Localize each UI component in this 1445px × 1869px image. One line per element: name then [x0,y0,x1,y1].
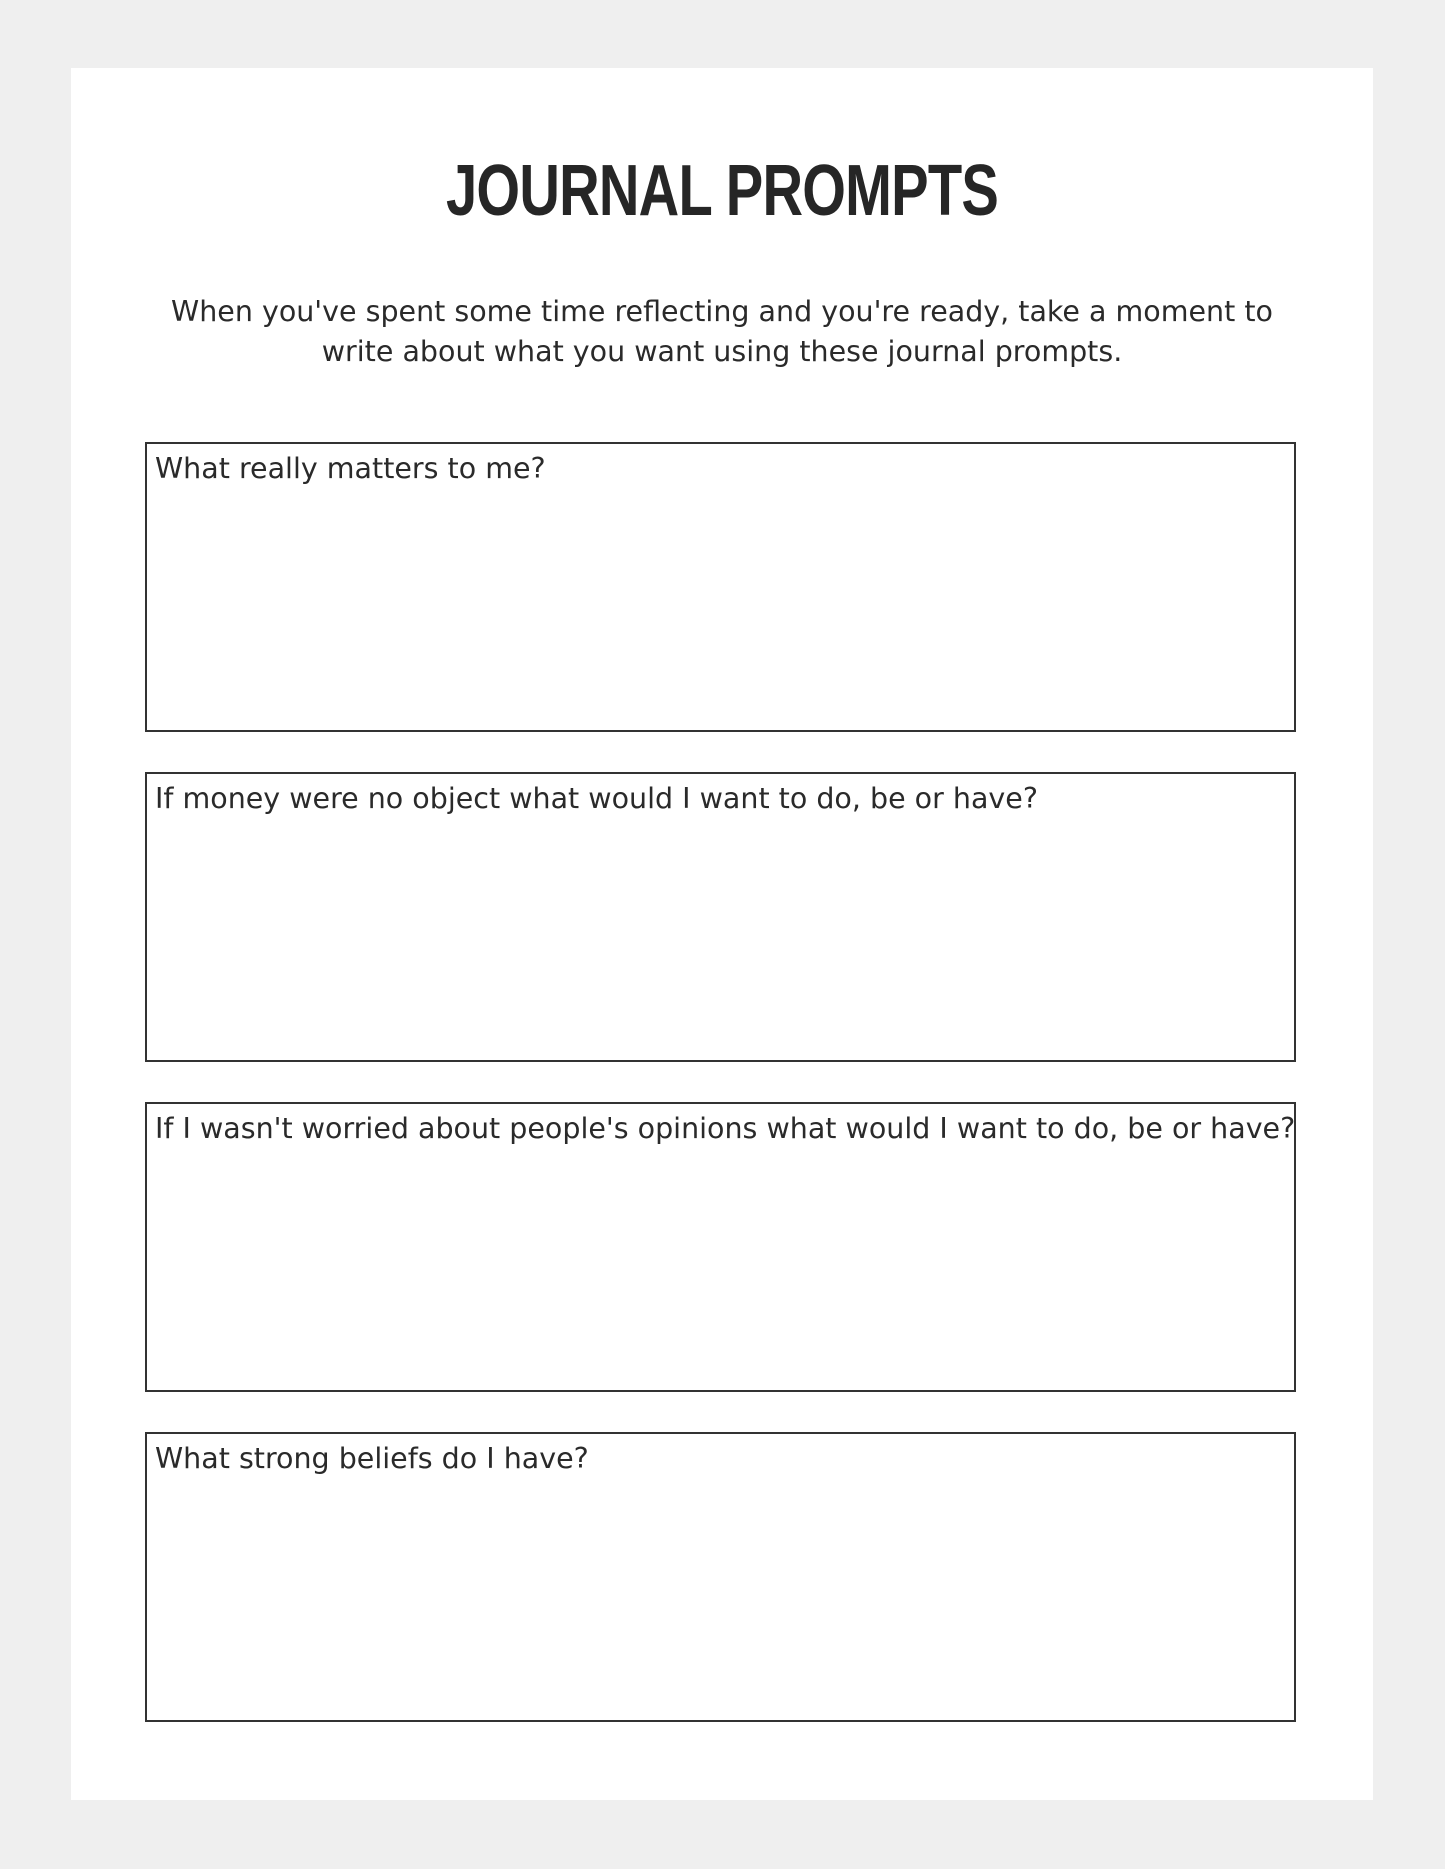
worksheet-page [71,68,1373,1800]
prompt-box-3[interactable] [145,1102,1296,1392]
prompt-box-4[interactable] [145,1432,1296,1722]
prompt-label-4: What strong beliefs do I have? [155,1442,589,1475]
prompt-label-1: What really matters to me? [155,452,546,485]
prompt-label-3: If I wasn't worried about people's opinions what would I want to do, be or have? [155,1112,1296,1145]
intro-text: When you've spent some time reflecting and you're ready, take a moment to write about what you want using these journal prompts. [171,295,1273,368]
prompt-box-1[interactable] [145,442,1296,732]
prompt-box-2[interactable] [145,772,1296,1062]
page-title: JOURNAL PROMPTS [445,151,999,231]
prompt-label-2: If money were no object what would I want to do, be or have? [155,782,1038,815]
